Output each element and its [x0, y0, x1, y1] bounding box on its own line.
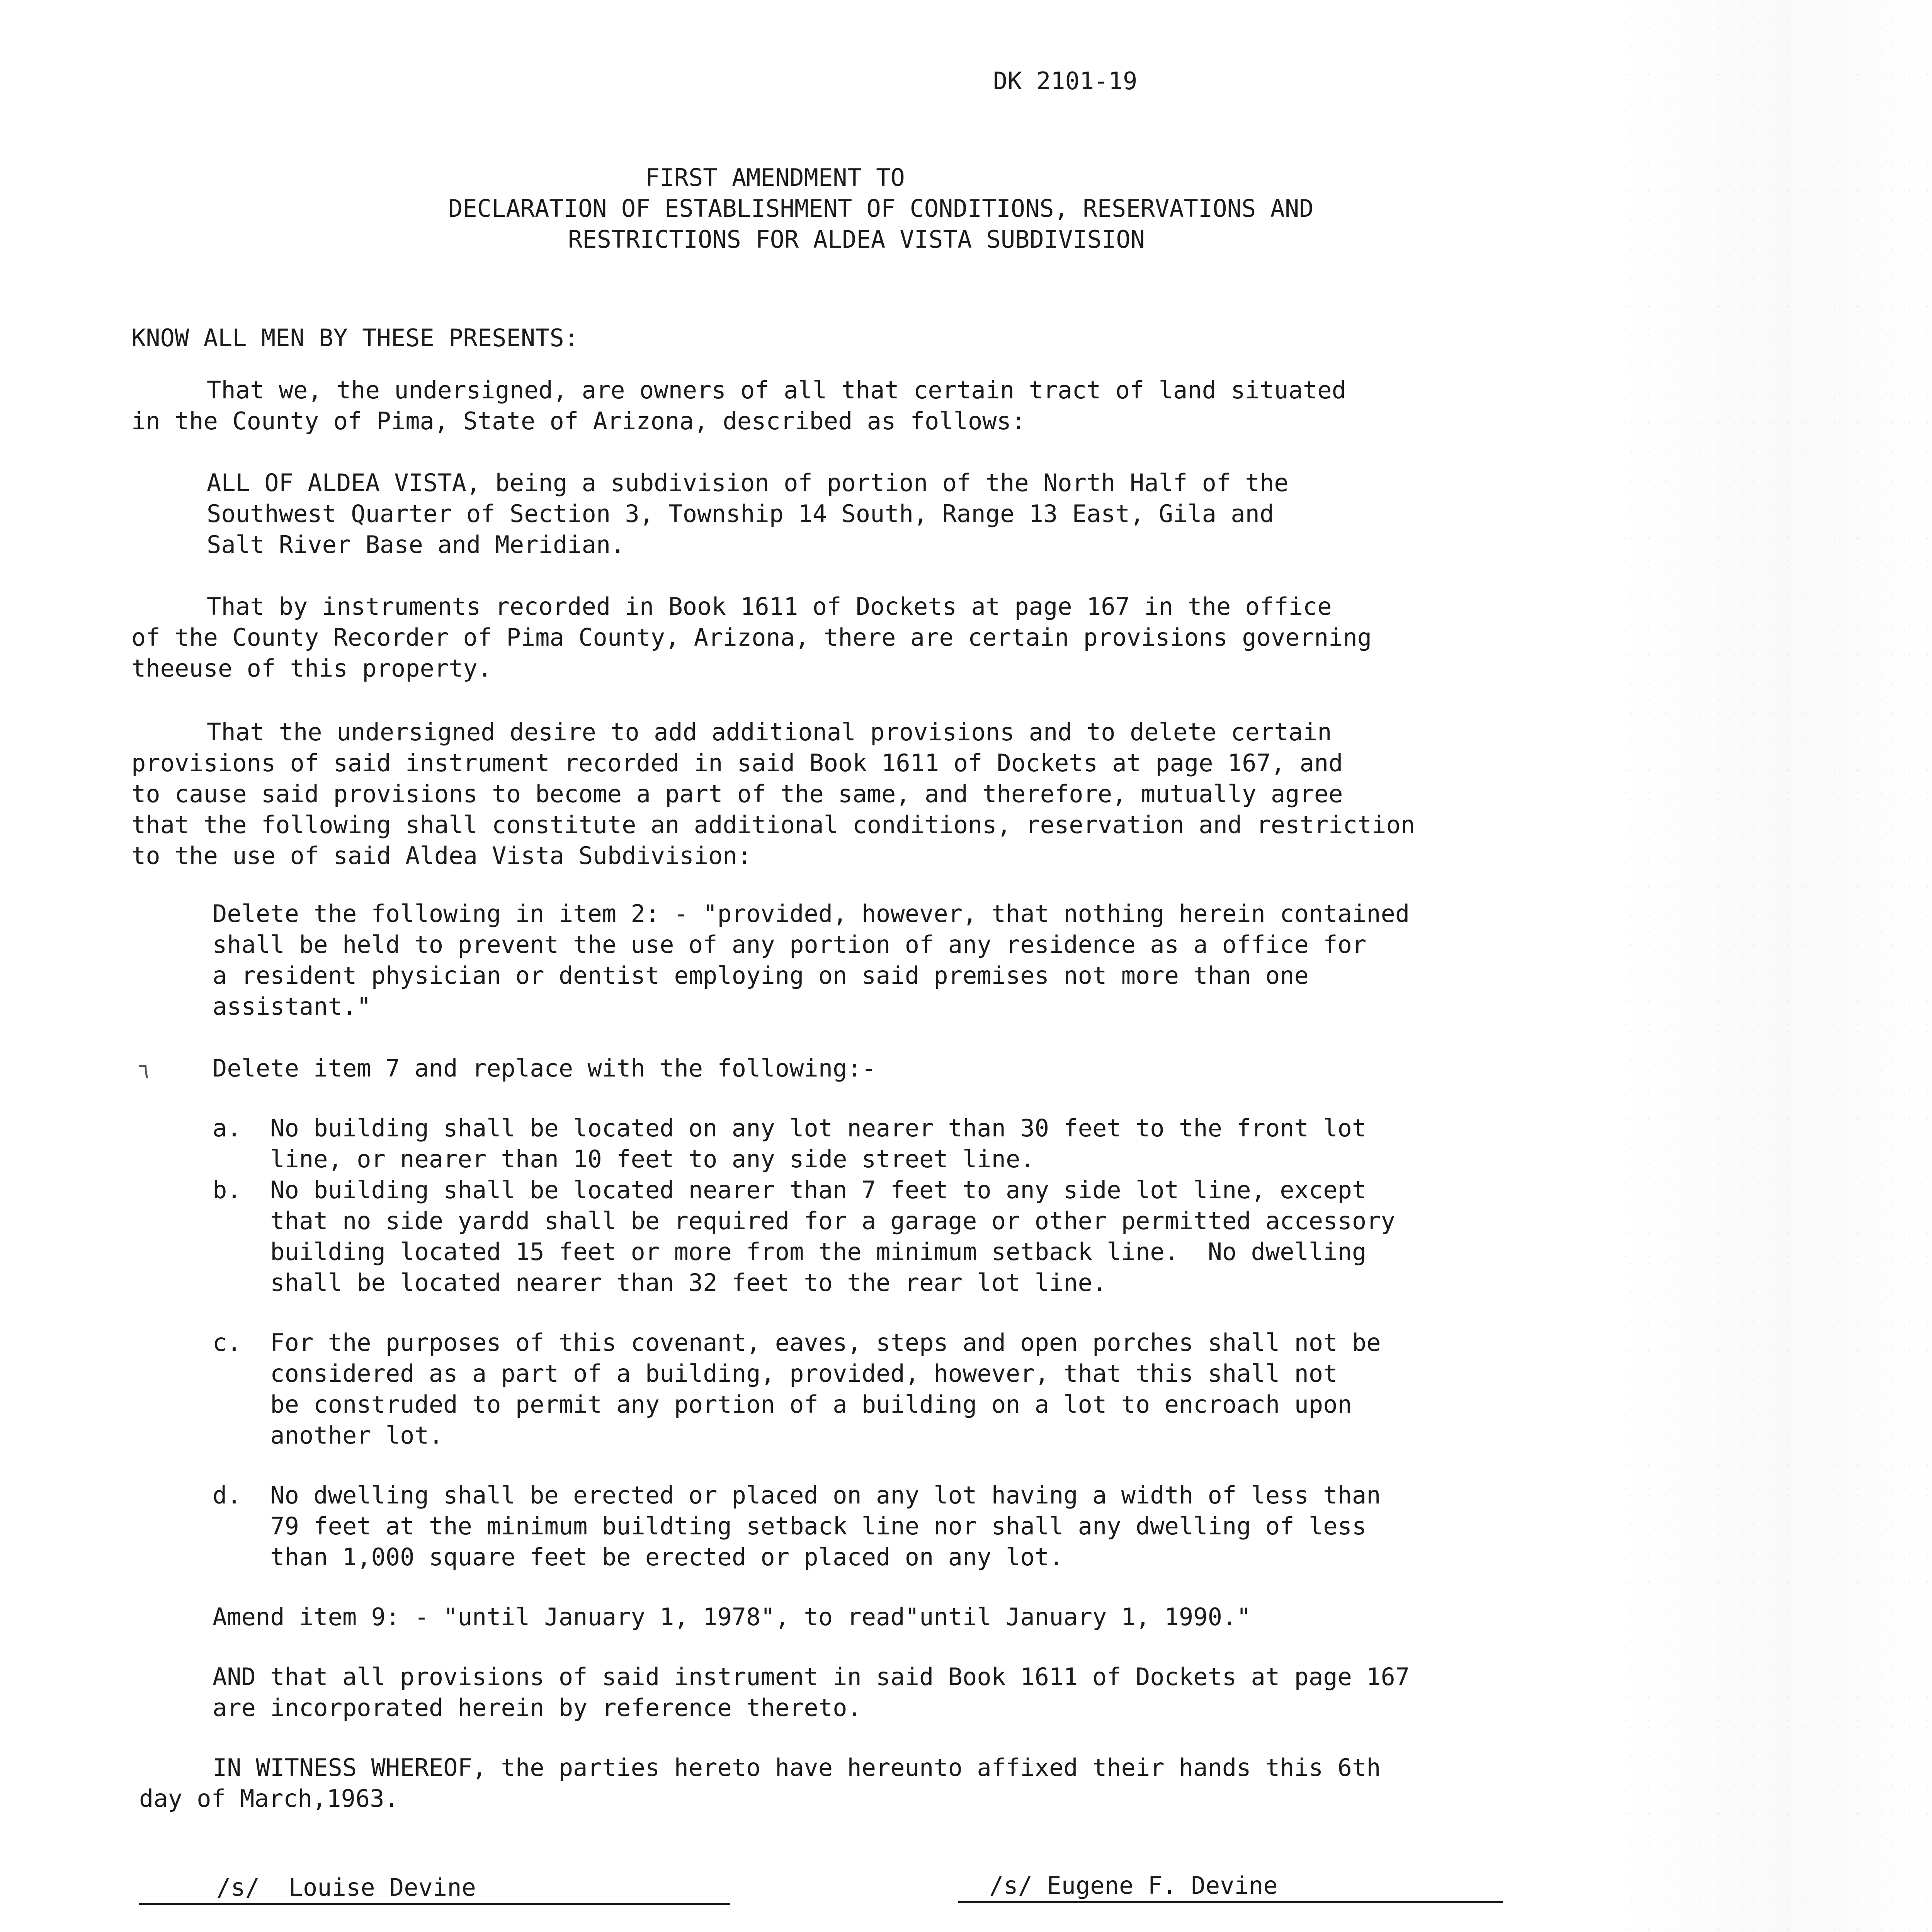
item-d-line3: than 1,000 square feet be erected or placed on any lot. [213, 1543, 1064, 1571]
delete-item2-line3: a resident physician or dentist employing on said premises not more than one [213, 961, 1309, 990]
delete-item2-line2: shall be held to prevent the use of any portion of any residence as a office for [213, 930, 1367, 959]
delete-item2-line4: assistant." [213, 992, 371, 1020]
para2-line3: theeuse of this property. [131, 654, 492, 682]
item-d-line1: d. No dwelling shall be erected or placed on any lot having a width of less than [213, 1481, 1381, 1509]
opening-statement: KNOW ALL MEN BY THESE PRESENTS: [131, 324, 579, 352]
para3-line2: provisions of said instrument recorded in said Book 1611 of Dockets at page 167, and [131, 749, 1343, 777]
item-c-line1: c. For the purposes of this covenant, eaves, steps and open porches shall not be [213, 1328, 1381, 1357]
item-b-line1: b. No building shall be located nearer than 7 feet to any side lot line, except [213, 1176, 1367, 1204]
legal-line2: Southwest Quarter of Section 3, Township 14 South, Range 13 East, Gila and [207, 500, 1274, 528]
item-c-line3: be construded to permit any portion of a building on a lot to encroach upon [213, 1390, 1352, 1418]
para2-line2: of the County Recorder of Pima County, Arizona, there are certain provisions governing [131, 623, 1372, 651]
scan-edge-artifact [1619, 0, 1932, 1932]
signature-right-1: /s/ Eugene F. Devine [989, 1871, 1278, 1900]
witness-line1: IN WITNESS WHEREOF, the parties hereto have hereunto affixed their hands this 6th [213, 1753, 1381, 1782]
para2-line1: That by instruments recorded in Book 1611 of Dockets at page 167 in the office [207, 592, 1332, 621]
and-provision-line1: AND that all provisions of said instrument in said Book 1611 of Dockets at page 167 [213, 1663, 1410, 1691]
legal-line1: ALL OF ALDEA VISTA, being a subdivision of portion of the North Half of the [207, 469, 1289, 497]
para3-line1: That the undersigned desire to add additional provisions and to delete certain [207, 718, 1332, 746]
delete-item2-line1: Delete the following in item 2: - "provided, however, that nothing herein contained [213, 900, 1410, 928]
and-provision-line2: are incorporated herein by reference thereto. [213, 1694, 862, 1722]
signature-left-1: /s/ Louise Devine [216, 1873, 476, 1901]
para1-line1: That we, the undersigned, are owners of all that certain tract of land situated [207, 376, 1346, 404]
title-line-1: FIRST AMENDMENT TO [645, 163, 905, 192]
para1-line2: in the County of Pima, State of Arizona, described as follows: [131, 407, 1026, 435]
item-a-line2: line, or nearer than 10 feet to any side street line. [213, 1145, 1035, 1173]
signature-line [139, 1903, 730, 1905]
margin-mark: ٦ [137, 1059, 150, 1083]
item-b-line4: shall be located nearer than 32 feet to the rear lot line. [213, 1269, 1107, 1297]
docket-number: DK 2101-19 [993, 67, 1138, 95]
para3-line4: that the following shall constitute an additional conditions, reservation and restriction [131, 811, 1415, 839]
para3-line5: to the use of said Aldea Vista Subdivision: [131, 842, 752, 870]
item-c-line2: considered as a part of a building, provided, however, that this shall not [213, 1359, 1338, 1388]
signature-line [958, 1901, 1503, 1903]
para3-line3: to cause said provisions to become a part of the same, and therefore, mutually agree [131, 780, 1343, 808]
title-line-3: RESTRICTIONS FOR ALDEA VISTA SUBDIVISION [568, 225, 1145, 253]
legal-line3: Salt River Base and Meridian. [207, 531, 625, 559]
title-line-2: DECLARATION OF ESTABLISHMENT OF CONDITIONS, RESERVATIONS AND [448, 194, 1314, 223]
item-b-line2: that no side yardd shall be required for a garage or other permitted accessory [213, 1207, 1395, 1235]
item-c-line4: another lot. [213, 1421, 444, 1449]
item-a-line1: a. No building shall be located on any lot nearer than 30 feet to the front lot [213, 1114, 1367, 1142]
witness-line2: day of March,1963. [139, 1784, 399, 1813]
item-b-line3: building located 15 feet or more from the minimum setback line. No dwelling [213, 1238, 1367, 1266]
item-d-line2: 79 feet at the minimum buildting setback line nor shall any dwelling of less [213, 1512, 1367, 1540]
delete-item7: Delete item 7 and replace with the following:- [213, 1054, 876, 1082]
amend-item9: Amend item 9: - "until January 1, 1978", to read"until January 1, 1990." [213, 1603, 1251, 1631]
